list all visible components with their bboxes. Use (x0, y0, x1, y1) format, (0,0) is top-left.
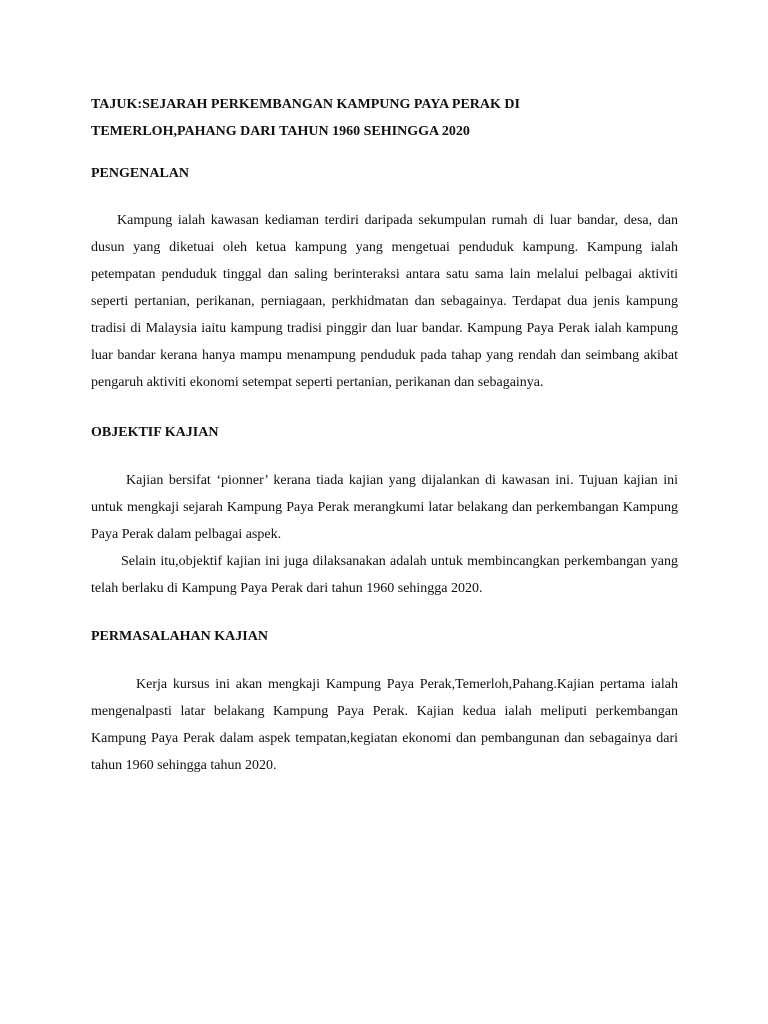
title-line-2: TEMERLOH,PAHANG DARI TAHUN 1960 SEHINGGA 2020 (91, 124, 470, 139)
paragraph-objektif-2: Selain itu,objektif kajian ini juga dilaksanakan adalah untuk membincangkan perkembangan yang telah berlaku di Kampung Paya Perak dari tahun 1960 sehingga 2020. (91, 554, 678, 596)
document-title (91, 91, 678, 145)
heading-permasalahan-kajian: PERMASALAHAN KAJIAN (91, 629, 268, 644)
paragraph-pengenalan: Kampung ialah kawasan kediaman terdiri daripada sekumpulan rumah di luar bandar, desa, dan dusun yang diketuai oleh ketua kampung yang mengetuai penduduk kampung. Kampung ialah petempatan penduduk tinggal dan saling berinteraksi antara satu sama lain melalui pelbagai aktiviti seperti pertanian, perikanan, perniagaan, perkhidmatan dan sebagainya. Terdapat dua jenis kampung tradisi di Malaysia iaitu kampung tradisi pinggir dan luar bandar. Kampung Paya Perak ialah kampung luar bandar kerana hanya mampu menampung penduduk pada tahap yang rendah dan seimbang akibat pengaruh aktiviti ekonomi setempat seperti pertanian, perikanan dan sebagainya. (91, 213, 678, 390)
document-body (91, 91, 678, 779)
heading-objektif-kajian: OBJEKTIF KAJIAN (91, 425, 219, 440)
paragraph-permasalahan: Kerja kursus ini akan mengkaji Kampung Paya Perak,Temerloh,Pahang.Kajian pertama ialah mengenalpasti latar belakang Kampung Paya Perak. Kajian kedua ialah meliputi perkembangan Kampung Paya Perak dalam aspek tempatan,kegiatan ekonomi dan pembangunan dan sebagainya dari tahun 1960 sehingga tahun 2020. (91, 677, 678, 773)
heading-pengenalan: PENGENALAN (91, 166, 190, 181)
title-line-1: TAJUK:SEJARAH PERKEMBANGAN KAMPUNG PAYA PERAK DI (91, 97, 520, 112)
paragraph-objektif-1: Kajian bersifat ‘pionner’ kerana tiada kajian yang dijalankan di kawasan ini. Tujuan kajian ini untuk mengkaji sejarah Kampung Paya Perak merangkumi latar belakang dan perkembangan Kampung Paya Perak dalam pelbagai aspek. (91, 473, 678, 542)
